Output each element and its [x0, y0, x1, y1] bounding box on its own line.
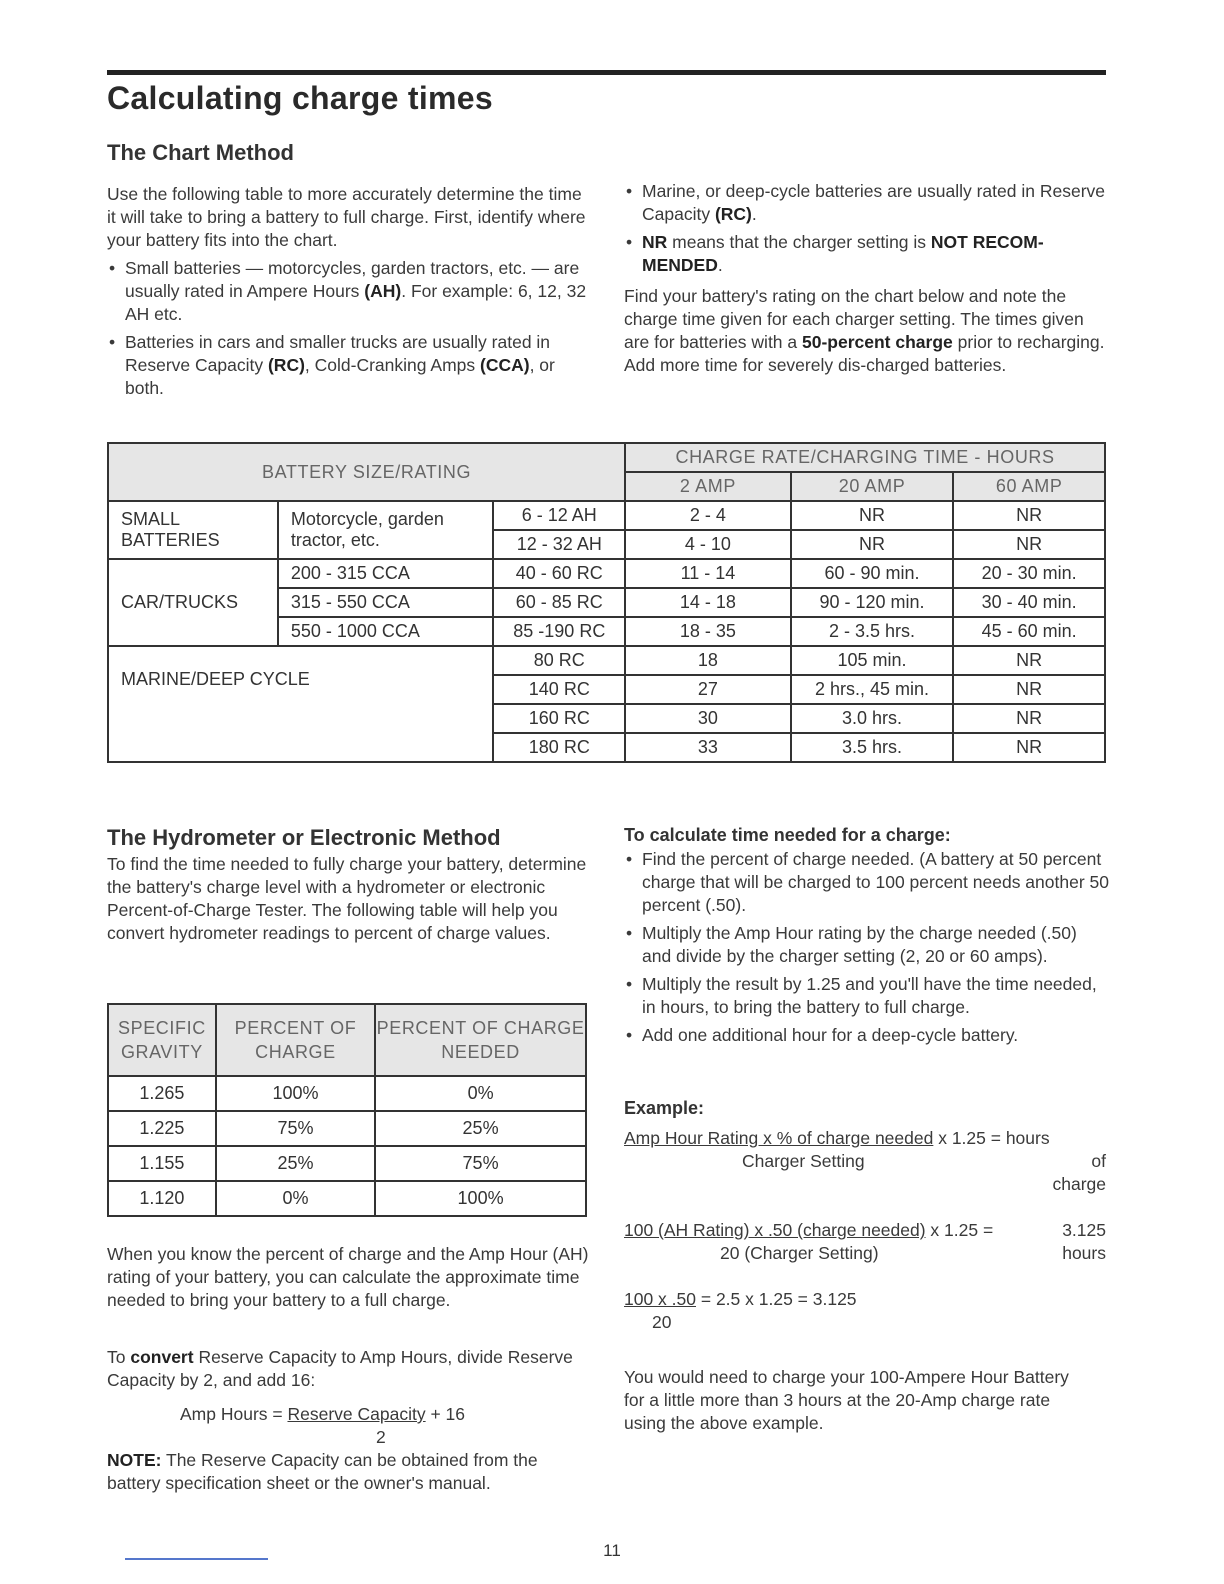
list-item: • Small batteries — motorcycles, garden tractors, etc. — are usually rated in Ampere Hours (AH). For example: 6, 12, 32 AH etc. [107, 257, 592, 326]
list-item: • Find the percent of charge needed. (A battery at 50 percent charge that will be charged to 100 percent needs another 50 percent (.50). [624, 848, 1109, 917]
charge-time-table [107, 442, 1106, 763]
rating-cell: 40 - 60 RC [493, 559, 625, 588]
percent-cell: 25% [216, 1146, 375, 1181]
percent-cell: 75% [216, 1111, 375, 1146]
specific-gravity-table [107, 1003, 587, 1217]
table-row [108, 501, 1105, 530]
battery-type-list [107, 257, 592, 400]
example-formula-2: 100 (AH Rating) x .50 (charge needed) x 1.25 = [624, 1220, 994, 1240]
group-small-batteries: SMALL BATTERIES [108, 501, 278, 559]
example-formula-1-of: of [1091, 1151, 1106, 1171]
table-row [108, 1076, 586, 1111]
time-20amp-cell: 90 - 120 min. [791, 588, 954, 617]
header-battery-size: BATTERY SIZE/RATING [108, 443, 625, 501]
convert-paragraph: To convert Reserve Capacity to Amp Hours, divide Reserve Capacity by 2, and add 16: [107, 1347, 573, 1390]
cca-cell: 200 - 315 CCA [278, 559, 494, 588]
title-rule [107, 70, 1106, 75]
table-row [108, 1181, 586, 1216]
header-specific-gravity: SPECIFIC GRAVITY [108, 1004, 216, 1076]
time-2amp-cell: 14 - 18 [625, 588, 791, 617]
time-60amp-cell: NR [953, 675, 1105, 704]
example-formula-2-denominator: 20 (Charger Setting) [720, 1243, 879, 1263]
rating-cell: 12 - 32 AH [493, 530, 625, 559]
header-20-amp: 20 AMP [791, 472, 954, 501]
time-60amp-cell: NR [953, 530, 1105, 559]
chart-method-right-column [624, 180, 1109, 377]
list-item: • NR means that the charger setting is NOT RECOM-MENDED. [624, 231, 1109, 277]
header-percent-needed: PERCENT OF CHARGE NEEDED [375, 1004, 586, 1076]
time-20amp-cell: 105 min. [791, 646, 954, 675]
find-rating-paragraph: Find your battery's rating on the chart below and note the charge time given for each charger setting. The times given are for batteries with a 50-percent charge prior to recharging. Add more time for severely dis-charged batteries. [624, 286, 1105, 375]
conversion-formula-denominator: 2 [376, 1427, 386, 1447]
rating-cell: 6 - 12 AH [493, 501, 625, 530]
time-20amp-cell: 3.5 hrs. [791, 733, 954, 762]
example-formula-1: Amp Hour Rating x % of charge needed x 1.25 = hours [624, 1128, 1050, 1148]
time-2amp-cell: 18 [625, 646, 791, 675]
conclusion-paragraph: You would need to charge your 100-Ampere Hour Battery for a little more than 3 hours at the 20-Amp charge rate using the above example. [624, 1367, 1069, 1433]
example-formula-1-charge: charge [1052, 1174, 1106, 1194]
list-item: • Multiply the Amp Hour rating by the charge needed (.50) and divide by the charger setting (2, 20 or 60 amps). [624, 922, 1109, 968]
chart-method-left-column [107, 183, 592, 400]
time-60amp-cell: 20 - 30 min. [953, 559, 1105, 588]
gravity-cell: 1.265 [108, 1076, 216, 1111]
gravity-cell: 1.120 [108, 1181, 216, 1216]
time-60amp-cell: NR [953, 704, 1105, 733]
gravity-cell: 1.225 [108, 1111, 216, 1146]
time-2amp-cell: 27 [625, 675, 791, 704]
time-20amp-cell: 3.0 hrs. [791, 704, 954, 733]
header-charge-rate: CHARGE RATE/CHARGING TIME - HOURS [625, 443, 1105, 472]
time-60amp-cell: 30 - 40 min. [953, 588, 1105, 617]
rating-cell: 160 RC [493, 704, 625, 733]
calculate-heading: To calculate time needed for a charge: [624, 825, 951, 845]
conversion-formula: Amp Hours = Reserve Capacity + 16 [180, 1404, 466, 1424]
rating-cell: 180 RC [493, 733, 625, 762]
time-20amp-cell: NR [791, 501, 954, 530]
time-2amp-cell: 2 - 4 [625, 501, 791, 530]
page-number: 11 [603, 1541, 621, 1560]
header-60-amp: 60 AMP [953, 472, 1105, 501]
example-formula-3: 100 x .50 = 2.5 x 1.25 = 3.125 [624, 1289, 857, 1309]
time-2amp-cell: 30 [625, 704, 791, 733]
list-item: • Batteries in cars and smaller trucks are usually rated in Reserve Capacity (RC), Cold-Cranking Amps (CCA), or both. [107, 331, 592, 400]
cca-cell: 550 - 1000 CCA [278, 617, 494, 646]
rating-notes-list [624, 180, 1109, 277]
table-row [108, 646, 1105, 675]
example-heading: Example: [624, 1098, 705, 1118]
gravity-cell: 1.155 [108, 1146, 216, 1181]
after-table-paragraph: When you know the percent of charge and the Amp Hour (AH) rating of your battery, you can calculate the approximate time needed to bring your battery to a full charge. [107, 1244, 589, 1310]
hydrometer-intro: To find the time needed to fully charge your battery, determine the battery's charge level with a hydrometer or electronic Percent-of-Charge Tester. The following table will help you convert hydrometer readings to percent of charge values. [107, 854, 587, 943]
cca-cell: 315 - 550 CCA [278, 588, 494, 617]
time-60amp-cell: NR [953, 646, 1105, 675]
example-formula-2-result: 3.125 [1062, 1220, 1106, 1240]
page-title: Calculating charge times [107, 80, 493, 116]
footer-line [125, 1558, 268, 1560]
example-formula-1-denominator: Charger Setting [742, 1151, 865, 1171]
rating-cell: 60 - 85 RC [493, 588, 625, 617]
percent-cell: 0% [216, 1181, 375, 1216]
time-20amp-cell: 60 - 90 min. [791, 559, 954, 588]
time-60amp-cell: NR [953, 733, 1105, 762]
group-marine-deep-cycle: MARINE/DEEP CYCLE [108, 646, 493, 762]
time-60amp-cell: NR [953, 501, 1105, 530]
time-2amp-cell: 4 - 10 [625, 530, 791, 559]
chart-method-heading: The Chart Method [107, 140, 294, 165]
time-20amp-cell: NR [791, 530, 954, 559]
table-row [108, 1146, 586, 1181]
header-2-amp: 2 AMP [625, 472, 791, 501]
percent-cell: 100% [216, 1076, 375, 1111]
time-2amp-cell: 18 - 35 [625, 617, 791, 646]
time-60amp-cell: 45 - 60 min. [953, 617, 1105, 646]
group-car-trucks: CAR/TRUCKS [108, 559, 278, 646]
time-20amp-cell: 2 hrs., 45 min. [791, 675, 954, 704]
needed-cell: 75% [375, 1146, 586, 1181]
hydrometer-heading: The Hydrometer or Electronic Method [107, 825, 501, 850]
time-2amp-cell: 33 [625, 733, 791, 762]
needed-cell: 0% [375, 1076, 586, 1111]
example-formula-2-hours: hours [1062, 1243, 1106, 1263]
table-row [108, 1111, 586, 1146]
chart-method-intro: Use the following table to more accurately determine the time it will take to bring a battery to full charge. First, identify where your battery fits into the chart. [107, 184, 586, 250]
list-item: • Add one additional hour for a deep-cycle battery. [624, 1024, 1109, 1047]
table-row [108, 559, 1105, 588]
calculate-steps-list [624, 848, 1109, 1047]
needed-cell: 25% [375, 1111, 586, 1146]
rating-cell: 80 RC [493, 646, 625, 675]
time-20amp-cell: 2 - 3.5 hrs. [791, 617, 954, 646]
example-formula-3-denominator: 20 [652, 1312, 672, 1332]
list-item: • Marine, or deep-cycle batteries are usually rated in Reserve Capacity (RC). [624, 180, 1109, 226]
needed-cell: 100% [375, 1181, 586, 1216]
note-paragraph: NOTE: The Reserve Capacity can be obtained from the battery specification sheet or the owner's manual. [107, 1450, 538, 1493]
time-2amp-cell: 11 - 14 [625, 559, 791, 588]
rating-cell: 85 -190 RC [493, 617, 625, 646]
small-battery-description: Motorcycle, garden tractor, etc. [278, 501, 494, 559]
header-percent-of-charge: PERCENT OF CHARGE [216, 1004, 375, 1076]
rating-cell: 140 RC [493, 675, 625, 704]
list-item: • Multiply the result by 1.25 and you'll have the time needed, in hours, to bring the battery to full charge. [624, 973, 1109, 1019]
